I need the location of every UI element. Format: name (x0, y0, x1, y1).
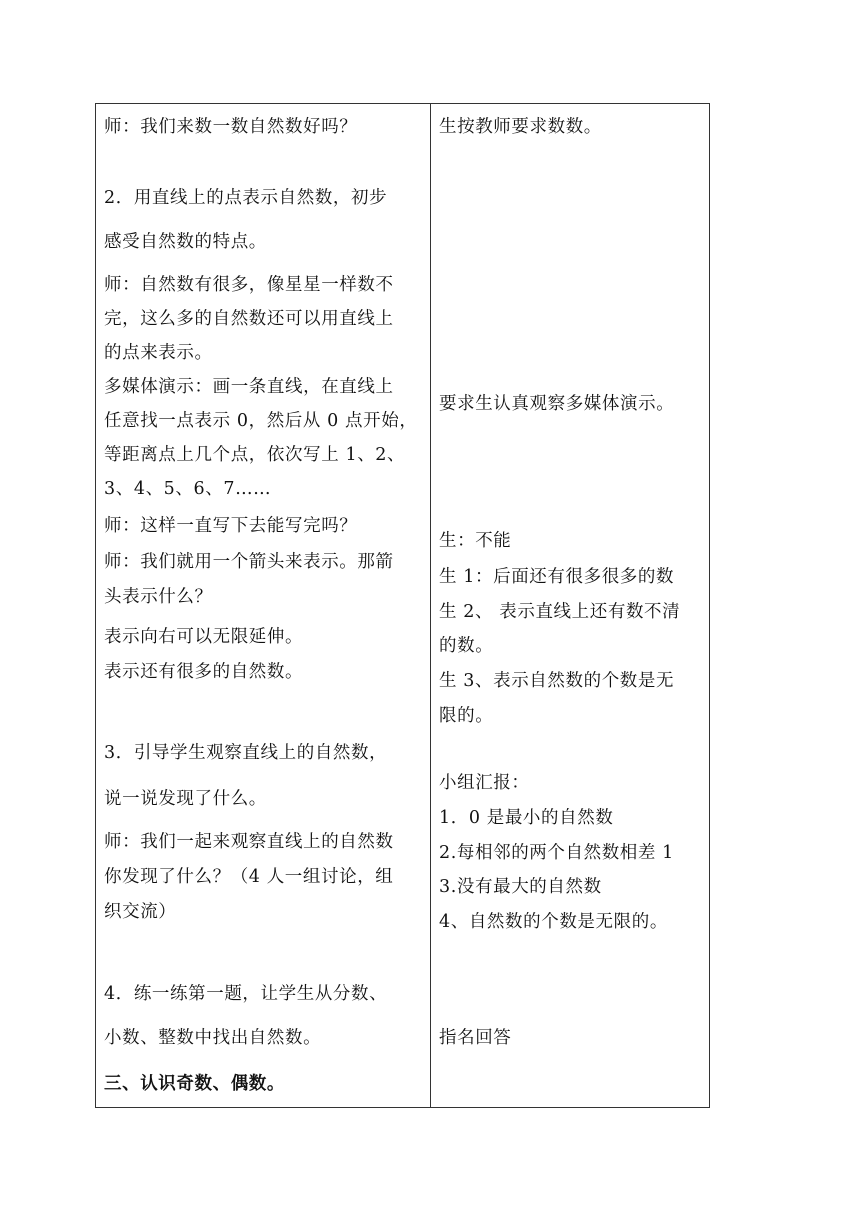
left-line: 3．引导学生观察直线上的自然数， (104, 743, 388, 763)
left-line: 感受自然数的特点。 (104, 232, 267, 252)
right-line: 4、自然数的个数是无限的。 (439, 912, 668, 932)
section-heading: 三、认识奇数、偶数。 (104, 1074, 285, 1094)
column-divider (430, 104, 431, 1107)
left-line: 多媒体演示：画一条直线，在直线上 (104, 377, 394, 397)
right-line: 生 3、表示自然数的个数是无 (439, 671, 675, 691)
right-line: 3.没有最大的自然数 (439, 877, 602, 897)
right-line: 生 1：后面还有很多很多的数 (439, 567, 675, 587)
left-line: 师：我们一起来观察直线上的自然数 (104, 832, 394, 852)
right-line: 生：不能 (439, 531, 512, 551)
right-line: 指名回答 (439, 1028, 512, 1048)
left-line: 师：自然数有很多，像星星一样数不 (104, 275, 394, 295)
left-line: 2．用直线上的点表示自然数，初步 (104, 188, 388, 208)
left-line: 师：这样一直写下去能写完吗？ (104, 516, 358, 536)
left-line: 说一说发现了什么。 (104, 789, 267, 809)
right-line: 生按教师要求数数。 (439, 117, 602, 137)
right-line: 1．0 是最小的自然数 (439, 808, 614, 828)
left-line: 表示还有很多的自然数。 (104, 662, 304, 682)
right-line: 小组汇报： (439, 773, 530, 793)
left-line: 你发现了什么？（4 人一组讨论，组 (104, 867, 394, 887)
left-line: 小数、整数中找出自然数。 (104, 1028, 322, 1048)
right-line: 生 2、 表示直线上还有数不清 (439, 602, 681, 622)
left-line: 织交流） (104, 902, 177, 922)
right-line: 限的。 (439, 706, 494, 726)
left-line: 等距离点上几个点，依次写上 1、2、 (104, 445, 406, 465)
left-line: 任意找一点表示 0，然后从 0 点开始， (104, 411, 418, 431)
left-line: 完，这么多的自然数还可以用直线上 (104, 309, 394, 329)
left-line: 4．练一练第一题，让学生从分数、 (104, 984, 388, 1004)
left-line: 3、4、5、6、7…… (104, 479, 272, 499)
left-line: 表示向右可以无限延伸。 (104, 627, 304, 647)
left-line: 师：我们来数一数自然数好吗？ (104, 117, 358, 137)
right-line: 要求生认真观察多媒体演示。 (439, 394, 675, 414)
left-line: 的点来表示。 (104, 343, 213, 363)
left-line: 师：我们就用一个箭头来表示。那箭 (104, 552, 394, 572)
right-line: 的数。 (439, 636, 494, 656)
left-line: 头表示什么？ (104, 587, 213, 607)
right-line: 2.每相邻的两个自然数相差 1 (439, 843, 674, 863)
